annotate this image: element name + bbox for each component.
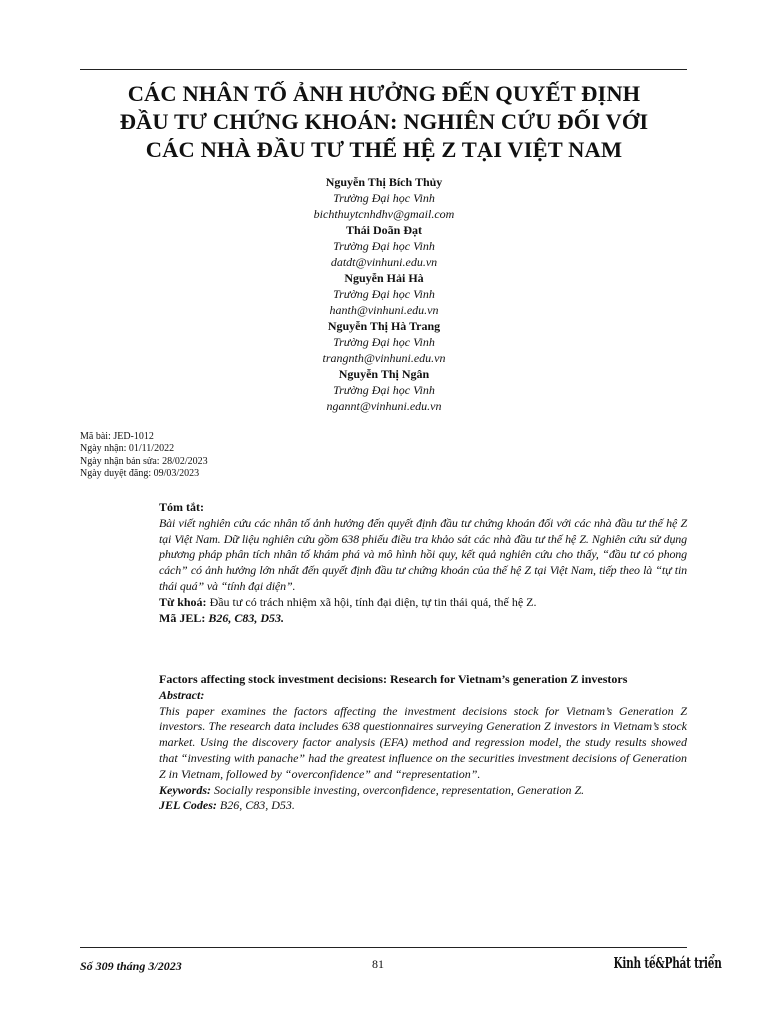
author-email: datdt@vinhuni.edu.vn — [330, 255, 438, 269]
author-email: trangnth@vinhuni.edu.vn — [322, 351, 446, 365]
jel-line — [159, 798, 687, 814]
abstract-body: Bài viết nghiên cứu các nhân tố ảnh hưởng đến quyết định đầu tư chứng khoán đối với các nhà đầu tư thế hệ Z tại Việt Nam. Dữ liệu nghiên cứu gồm 638 phiếu điều tra khảo sát các nhà đầu tư thế hệ Z. Nghiên cứu sử dụng phương pháp phân tích nhân tố khám phá và mô hình hồi quy, kết quả nghiên cứu cho thấy, “đầu tư có phong cách” có ảnh hưởng lớn nhất đến quyết định đầu tư chứng khoán của thế hệ Z tại Việt Nam, tiếp theo là “tự tin thái quá” và “tính đại diện”. — [159, 515, 687, 593]
keywords-label: Keywords: — [159, 782, 211, 797]
article-meta — [80, 431, 208, 480]
title-line: CÁC NHÂN TỐ ẢNH HƯỞNG ĐẾN QUYẾT ĐỊNH — [127, 81, 641, 106]
author-email: ngannt@vinhuni.edu.vn — [326, 399, 442, 413]
jel-label: JEL Codes: — [159, 798, 217, 813]
article-code: Mã bài: JED-1012 — [80, 431, 154, 442]
abstract-heading: Abstract: — [159, 687, 205, 702]
author-block — [184, 174, 584, 222]
author-block — [184, 318, 584, 366]
keywords-text: Đầu tư có trách nhiệm xã hội, tính đại diện, tự tin thái quá, thế hệ Z. — [209, 594, 537, 609]
jel-codes: B26, C83, D53. — [208, 610, 285, 625]
keywords-line — [159, 783, 687, 799]
author-block — [184, 270, 584, 318]
english-title: Factors affecting stock investment decisions: Research for Vietnam’s generation Z investors — [159, 672, 628, 686]
title-line: ĐẦU TƯ CHỨNG KHOÁN: NGHIÊN CỨU ĐỐI VỚI — [119, 109, 649, 134]
issue-label: Số 309 tháng 3/2023 — [80, 959, 182, 973]
received-date: Ngày nhận: 01/11/2022 — [80, 443, 175, 455]
abstract-body: This paper examines the factors affecting the investment decisions stock for Vietnam’s Generation Z investors. The research data includes 638 questionnaires surveying Generation Z investors in Vietnam’s stock market. Using the discovery factor analysis (EFA) method and regression model, the study results showed that “investing with panache” had the greatest influence on the securities investment decisions of Generation Z in Vietnam, followed by “overconfidence” and “representation”. — [159, 703, 687, 781]
author-affiliation: Trường Đại học Vinh — [333, 335, 435, 349]
author-email: bichthuytcnhdhv@gmail.com — [313, 207, 455, 221]
page-number: 81 — [372, 957, 384, 971]
author-affiliation: Trường Đại học Vinh — [333, 287, 435, 301]
author-name: Nguyễn Thị Hà Trang — [327, 319, 441, 333]
jel-label: Mã JEL: — [159, 610, 206, 625]
title-line: CÁC NHÀ ĐẦU TƯ THẾ HỆ Z TẠI VIỆT NAM — [145, 137, 623, 162]
jel-line — [159, 611, 687, 627]
author-block — [184, 222, 584, 270]
author-affiliation: Trường Đại học Vinh — [333, 383, 435, 397]
author-name: Nguyễn Hải Hà — [344, 271, 424, 285]
abstract-english — [159, 672, 687, 814]
abstract-vietnamese — [159, 500, 687, 626]
accepted-date: Ngày duyệt đăng: 09/03/2023 — [80, 467, 200, 479]
revised-date: Ngày nhận bản sửa: 28/02/2023 — [80, 455, 208, 467]
author-name: Thái Doãn Đạt — [345, 223, 422, 237]
top-rule — [80, 69, 687, 70]
abstract-heading: Tóm tắt: — [159, 500, 204, 514]
journal-logo: Kinh tế&Phát triển — [613, 955, 722, 972]
jel-codes: B26, C83, D53. — [219, 798, 295, 813]
bottom-rule — [80, 947, 687, 948]
author-email: hanth@vinhuni.edu.vn — [329, 303, 439, 317]
author-name: Nguyễn Thị Ngân — [338, 367, 430, 381]
author-list — [184, 174, 584, 414]
author-affiliation: Trường Đại học Vinh — [333, 191, 435, 205]
article-title — [60, 80, 708, 164]
keywords-line — [159, 595, 687, 611]
keywords-label: Từ khoá: — [159, 594, 207, 609]
author-name: Nguyễn Thị Bích Thủy — [325, 175, 443, 189]
author-block — [184, 366, 584, 414]
author-affiliation: Trường Đại học Vinh — [333, 239, 435, 253]
keywords-text: Socially responsible investing, overconfidence, representation, Generation Z. — [214, 782, 585, 797]
